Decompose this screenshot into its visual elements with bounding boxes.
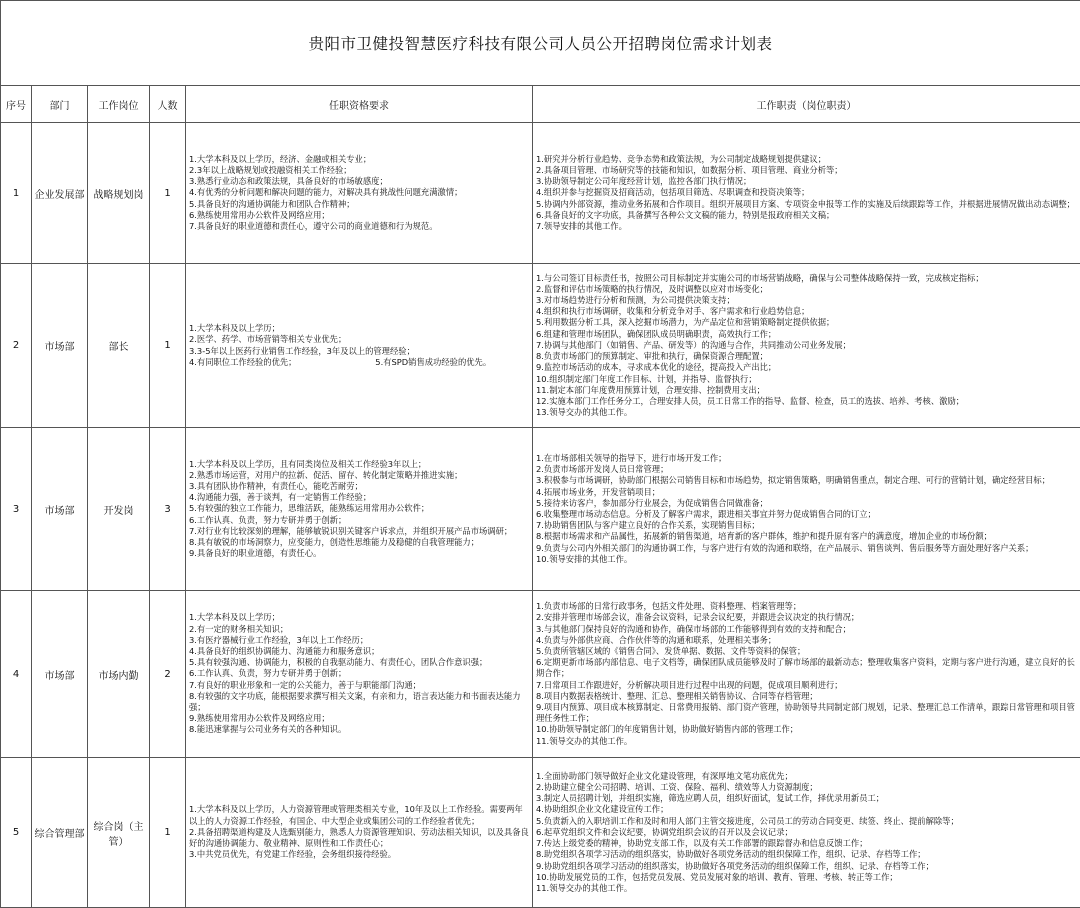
table-row bbox=[1, 428, 1080, 591]
department-cell: 市场部 bbox=[32, 428, 88, 591]
requirement-item: 2.3年以上战略规划或投融资相关工作经验； bbox=[189, 165, 529, 176]
duty-item: 4.组织并参与挖掘资及招商活动，包括项目筛选、尽职调查和投资决策等； bbox=[536, 187, 1077, 198]
department-cell: 市场部 bbox=[32, 264, 88, 428]
position-cell: 部长 bbox=[88, 264, 150, 428]
duty-item: 4.拓展市场业务，开发营销项目； bbox=[536, 487, 1077, 498]
duty-item: 2.安排并管理市场部会议，准备会议资料，记录会议纪要，并跟进会议决定的执行情况； bbox=[536, 612, 1077, 623]
requirement-item: 1.大学本科及以上学历，经济、金融或相关专业； bbox=[189, 154, 529, 165]
header-duties: 工作职责（岗位职责） bbox=[533, 86, 1080, 123]
requirements-cell bbox=[186, 591, 533, 758]
requirement-item: 1.大学本科及以上学历； bbox=[189, 323, 529, 334]
requirement-item: 3.中共党员优先，有党建工作经验，会务组织接待经验。 bbox=[189, 849, 529, 860]
duty-item: 3.协助领导制定公司年度经营计划，监控各部门执行情况； bbox=[536, 176, 1077, 187]
requirement-item: 8.具有敏锐的市场洞察力，应变能力，创造性思维能力及稳健的自我管理能力； bbox=[189, 537, 529, 548]
duty-item: 1.全面协助部门领导做好企业文化建设管理，有深厚地文笔功底优先； bbox=[536, 771, 1077, 782]
requirement-item: 4.具备良好的组织协调能力、沟通能力和服务意识； bbox=[189, 646, 529, 657]
position-cell: 综合岗（主管） bbox=[88, 758, 150, 908]
requirement-item: 7.对行业有比较深刻的理解，能够敏锐识别关键客户诉求点，并组织开展产品市场调研； bbox=[189, 526, 529, 537]
requirement-item: 9.熟练使用常用办公软件及网络应用； bbox=[189, 713, 529, 724]
requirements-cell bbox=[186, 428, 533, 591]
duty-item: 9.监控市场活动的成本，寻求成本优化的途径，提高投入产出比； bbox=[536, 362, 1077, 373]
requirement-item: 2.具备招聘渠道构建及人选甄别能力，熟悉人力资源管理知识、劳动法相关知识，以及具备良好的沟通协调能力、敬业精神、原则性和工作责任心； bbox=[189, 827, 529, 849]
duty-item: 6.起草党组织文件和会议纪要，协调党组织会议的召开以及会议记录； bbox=[536, 827, 1077, 838]
requirements-cell bbox=[186, 264, 533, 428]
requirement-item: 2.熟悉市场运营，对用户的拉新、促活、留存、转化制定策略并推进实施； bbox=[189, 470, 529, 481]
requirements-cell bbox=[186, 123, 533, 264]
requirement-item: 8.能迅速掌握与公司业务有关的各种知识。 bbox=[189, 724, 529, 735]
row-number: 3 bbox=[1, 428, 32, 591]
headcount-cell: 1 bbox=[150, 264, 186, 428]
requirement-item: 6.工作认真、负责，努力专研并勇于创新； bbox=[189, 515, 529, 526]
duty-item: 11.制定本部门年度费用预算计划，合理安排、控制费用支出； bbox=[536, 385, 1077, 396]
duty-item: 7.协助销售团队与客户建立良好的合作关系，实现销售目标； bbox=[536, 520, 1077, 531]
duties-cell bbox=[533, 123, 1080, 264]
header-dept: 部门 bbox=[32, 86, 88, 123]
header-no: 序号 bbox=[1, 86, 32, 123]
duty-item: 2.负责市场部开发岗人员日常管理； bbox=[536, 464, 1077, 475]
duty-item: 5.负责新入的入职培训工作和及时和用人部门主管交接进度，公司员工的劳动合同变更、续签、终止、提前解除等； bbox=[536, 816, 1077, 827]
duty-item: 8.助党组织各项学习活动的组织落实，协助做好各项党务活动的组织保障工作，组织、记录、存档等工作； bbox=[536, 849, 1077, 860]
requirement-item: 6.熟练使用常用办公软件及网络应用； bbox=[189, 210, 529, 221]
requirement-item: 3.3-5年以上医药行业销售工作经验，3年及以上的管理经验； bbox=[189, 346, 529, 357]
duty-item: 2.监督和评估市场策略的执行情况，及时调整以应对市场变化； bbox=[536, 284, 1077, 295]
requirement-item: 7.具备良好的职业道德和责任心，遵守公司的商业道德和行为规范。 bbox=[189, 221, 529, 232]
headcount-cell: 2 bbox=[150, 591, 186, 758]
table-row bbox=[1, 758, 1080, 908]
duty-item: 10.领导安排的其他工作。 bbox=[536, 554, 1077, 565]
headcount-cell: 3 bbox=[150, 428, 186, 591]
duty-item: 5.利用数据分析工具，深入挖掘市场潜力，为产品定位和营销策略制定提供依据； bbox=[536, 317, 1077, 328]
requirement-item: 4.沟通能力强，善于谈判，有一定销售工作经验； bbox=[189, 492, 529, 503]
duty-item: 7.领导安排的其他工作。 bbox=[536, 221, 1077, 232]
duty-item: 1.与公司签订目标责任书，按照公司目标制定并实施公司的市场营销战略，确保与公司整体战略保持一致，完成核定指标； bbox=[536, 273, 1077, 284]
row-number: 1 bbox=[1, 123, 32, 264]
row-number: 4 bbox=[1, 591, 32, 758]
duty-item: 9.协助党组织各项学习活动的组织落实，协助做好各项党务活动的组织保障工作，组织、记录、存档等工作； bbox=[536, 861, 1077, 872]
duty-item: 2.具备项目管理、市场研究等的技能和知识，如数据分析、项目管理、商业分析等； bbox=[536, 165, 1077, 176]
department-cell: 综合管理部 bbox=[32, 758, 88, 908]
duty-item: 9.负责与公司内外相关部门的沟通协调工作，与客户进行有效的沟通和联络，在产品展示、销售谈判、售后服务等方面处理好客户关系； bbox=[536, 543, 1077, 554]
department-cell: 市场部 bbox=[32, 591, 88, 758]
requirement-item: 5.具备良好的沟通协调能力和团队合作精神； bbox=[189, 199, 529, 210]
duties-cell bbox=[533, 758, 1080, 908]
duty-item: 10.协助发展党员的工作，包括党员发展、党员发展对象的培训、教育、管理、考核、转正等工作； bbox=[536, 872, 1077, 883]
header-requirements: 任职资格要求 bbox=[186, 86, 533, 123]
duty-item: 1.研究并分析行业趋势、竞争态势和政策法规，为公司制定战略规划提供建议； bbox=[536, 154, 1077, 165]
headcount-cell: 1 bbox=[150, 758, 186, 908]
requirement-item: 3.有医疗器械行业工作经验，3年以上工作经历； bbox=[189, 635, 529, 646]
table-row bbox=[1, 264, 1080, 428]
position-cell: 市场内勤 bbox=[88, 591, 150, 758]
requirement-item: 7.有良好的职业形象和一定的公关能力，善于与职能部门沟通； bbox=[189, 680, 529, 691]
position-cell: 开发岗 bbox=[88, 428, 150, 591]
duty-item: 11.领导交办的其他工作。 bbox=[536, 883, 1077, 894]
requirement-item: 5.有较强的独立工作能力，思维活跃，能熟练运用常用办公软件； bbox=[189, 503, 529, 514]
duty-item: 4.负责与外部供应商、合作伙伴等的沟通和联系，处理相关事务； bbox=[536, 635, 1077, 646]
requirement-item: 1.大学本科及以上学历，人力资源管理或管理类相关专业，10年及以上工作经验。需要两年以上的人力资源工作经验，有国企、中大型企业或集团公司的工作经验者优先； bbox=[189, 804, 529, 826]
duty-item: 7.传达上级党委的精神，协助党支部工作，以及有关工作部署的跟踪督办和信息反馈工作； bbox=[536, 838, 1077, 849]
duty-item: 10.协助领导制定部门的年度销售计划，协助做好销售内部的管理工作； bbox=[536, 724, 1077, 735]
duty-item: 5.接待来访客户，参加部分行业展会，为促成销售合同做准备； bbox=[536, 498, 1077, 509]
requirement-item: 2.有一定的财务相关知识； bbox=[189, 624, 529, 635]
duty-item: 13.领导交办的其他工作。 bbox=[536, 407, 1077, 418]
requirement-item: 4.有优秀的分析问题和解决问题的能力，对解决具有挑战性问题充满激情； bbox=[189, 187, 529, 198]
position-cell: 战略规划岗 bbox=[88, 123, 150, 264]
duty-item: 11.领导交办的其他工作。 bbox=[536, 736, 1077, 747]
header-position: 工作岗位 bbox=[88, 86, 150, 123]
page-title: 贵阳市卫健投智慧医疗科技有限公司人员公开招聘岗位需求计划表 bbox=[1, 1, 1080, 86]
header-count: 人数 bbox=[150, 86, 186, 123]
headcount-cell: 1 bbox=[150, 123, 186, 264]
requirement-item: 6.工作认真、负责，努力专研并勇于创新； bbox=[189, 668, 529, 679]
duty-item: 6.具备良好的文字功底，具备撰写各种公文文稿的能力，特别是报政府相关文稿； bbox=[536, 210, 1077, 221]
requirement-item: 1.大学本科及以上学历，且有同类岗位及相关工作经验3年以上； bbox=[189, 459, 529, 470]
duty-item: 6.组建和管理市场团队，确保团队成员明确职责，高效执行工作； bbox=[536, 329, 1077, 340]
row-number: 2 bbox=[1, 264, 32, 428]
duty-item: 4.协助组织企业文化建设宣传工作； bbox=[536, 804, 1077, 815]
duty-item: 7.日常项目工作跟进好，分析解决项目进行过程中出现的问题，促成项目顺利进行； bbox=[536, 680, 1077, 691]
requirement-item: 5.具有较强沟通、协调能力，积极的自我驱动能力、有责任心，团队合作意识强； bbox=[189, 657, 529, 668]
duties-cell bbox=[533, 428, 1080, 591]
requirement-item: 2.医学、药学、市场营销等相关专业优先； bbox=[189, 334, 529, 345]
duty-item: 2.协助建立健全公司招聘、培训、工资、保险、福利、绩效等人力资源制度； bbox=[536, 782, 1077, 793]
duties-cell bbox=[533, 264, 1080, 428]
duty-item: 10.组织制定部门年度工作目标、计划，并指导、监督执行； bbox=[536, 374, 1077, 385]
duty-item: 8.根据市场需求和产品属性，拓展新的销售渠道，培育新的客户群体，维护和提升原有客户的满意度，增加企业的市场份额； bbox=[536, 531, 1077, 542]
duty-item: 4.组织和执行市场调研，收集和分析竞争对手、客户需求和行业趋势信息； bbox=[536, 306, 1077, 317]
requirements-cell bbox=[186, 758, 533, 908]
requirement-item: 1.大学本科及以上学历； bbox=[189, 612, 529, 623]
duty-item: 3.制定人员招聘计划，并组织实施，筛选应聘人员，组织好面试，复试工作，择优录用新员工； bbox=[536, 793, 1077, 804]
duty-item: 3.积极参与市场调研，协助部门根据公司销售目标和市场趋势，拟定销售策略，明确销售重点，制定合理、可行的营销计划，确定经营目标； bbox=[536, 475, 1077, 486]
duty-item: 5.负责所管辖区域的《销售合同》、发货单据、数据、文件等资料的保管； bbox=[536, 646, 1077, 657]
requirement-item: 8.有较强的文字功底，能根据要求撰写相关文案，有亲和力，语言表达能力和书面表达能力强； bbox=[189, 691, 529, 713]
table-row bbox=[1, 591, 1080, 758]
requirement-item: 3.具有团队协作精神，有责任心，能吃苦耐劳； bbox=[189, 481, 529, 492]
row-number: 5 bbox=[1, 758, 32, 908]
requirement-item: 4.有同职位工作经验的优先； 5.有SPD销售成功经验的优先。 bbox=[189, 357, 529, 368]
header-row bbox=[1, 86, 1080, 123]
duty-item: 3.对市场趋势进行分析和预测，为公司提供决策支持； bbox=[536, 295, 1077, 306]
duty-item: 5.协调内外部资源，推动业务拓展和合作项目。组织开展项目方案、专项资金申报等工作的实施及后续跟踪等工作，并根据进展情况做出动态调整； bbox=[536, 199, 1077, 210]
department-cell: 企业发展部 bbox=[32, 123, 88, 264]
duty-item: 8.负责市场部门的预算制定、审批和执行，确保资源合理配置； bbox=[536, 351, 1077, 362]
requirement-item: 3.熟悉行业动态和政策法规，具备良好的市场敏感度； bbox=[189, 176, 529, 187]
duty-item: 1.在市场部相关领导的指导下，进行市场开发工作； bbox=[536, 453, 1077, 464]
duty-item: 3.与其他部门保持良好的沟通和协作，确保市场部的工作能够得到有效的支持和配合； bbox=[536, 624, 1077, 635]
requirement-item: 9.具备良好的职业道德，有责任心。 bbox=[189, 548, 529, 559]
duty-item: 12.实施本部门工作任务分工，合理安排人员，员工日常工作的指导、监督、检查，员工的选拔、培养、考核、激励； bbox=[536, 396, 1077, 407]
duties-cell bbox=[533, 591, 1080, 758]
table-row bbox=[1, 123, 1080, 264]
duty-item: 8.项目内数据表格统计、整理、汇总、整理相关销售协议、合同等存档管理； bbox=[536, 691, 1077, 702]
duty-item: 9.项目内预算、项目成本核算制定、日常费用报销、部门资产管理，协助领导共同制定部门规划，记录、整理汇总工作清单，跟踪日常管理和项目管理任务性工作； bbox=[536, 702, 1077, 724]
duty-item: 6.定期更新市场部内部信息、电子文档等，确保团队成员能够及时了解市场部的最新动态；整理收集客户资料，定期与客户进行沟通，建立良好的长期合作； bbox=[536, 657, 1077, 679]
duty-item: 1.负责市场部的日常行政事务，包括文件处理、资料整理、档案管理等； bbox=[536, 601, 1077, 612]
duty-item: 6.收集整理市场动态信息。分析及了解客户需求，跟进相关事宜并努力促成销售合同的订立； bbox=[536, 509, 1077, 520]
duty-item: 7.协调与其他部门（如销售、产品、研发等）的沟通与合作，共同推动公司业务发展； bbox=[536, 340, 1077, 351]
